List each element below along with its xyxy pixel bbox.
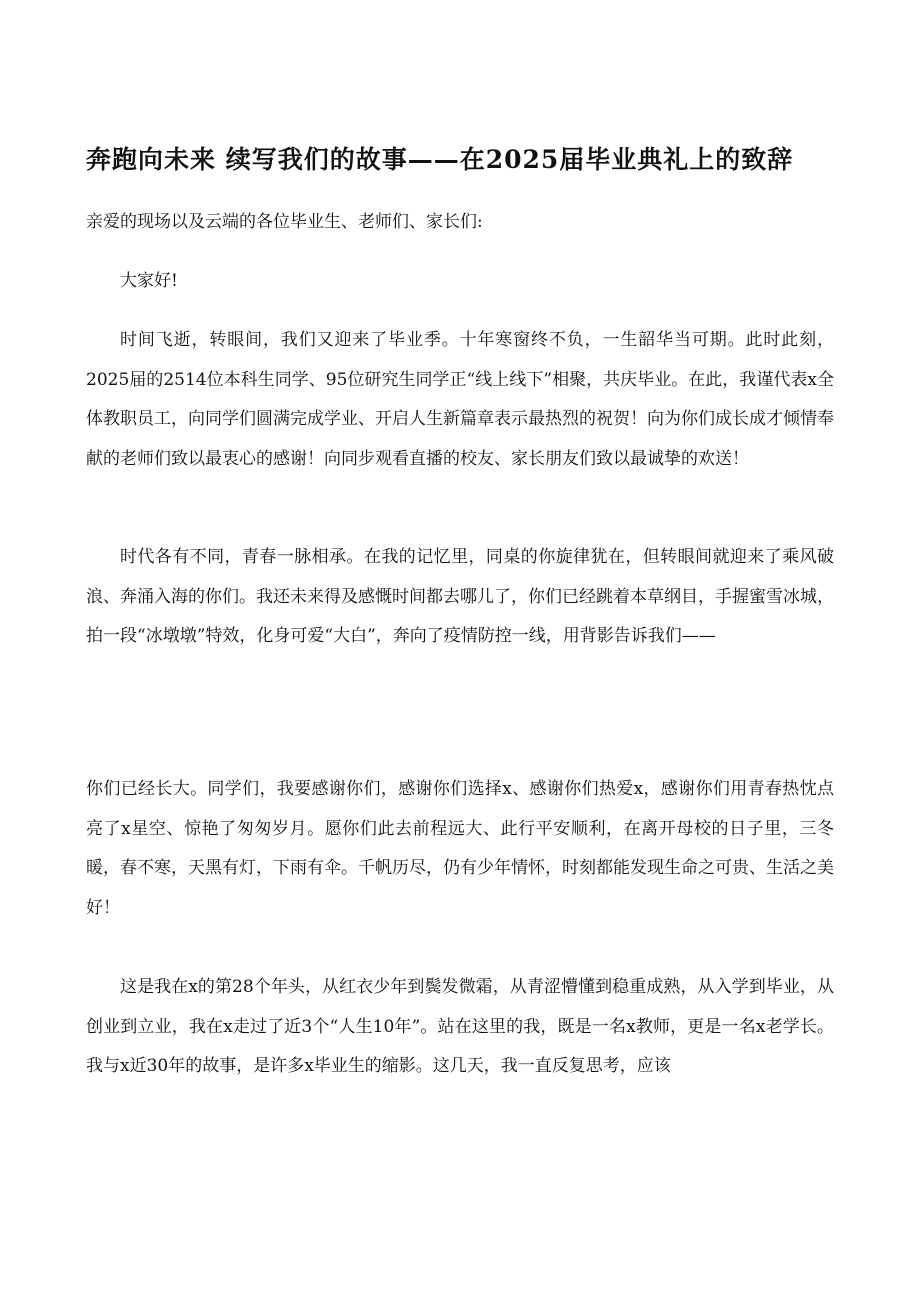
document-title: 奔跑向未来 续写我们的故事——在2025届毕业典礼上的致辞 bbox=[86, 145, 794, 174]
paragraph-3: 你们已经长大。同学们，我要感谢你们，感谢你们选择x、感谢你们热爱x，感谢你们用青春热忱点亮了x星空、惊艳了匆匆岁月。愿你们此去前程远大、此行平安顺利，在离开母校的日子里，三冬暖，春不寒，天黑有灯，下雨有伞。千帆历尽，仍有少年情怀，时刻都能发现生命之可贵、生活之美好！ bbox=[86, 779, 834, 918]
paragraph-4: 这是我在x的第28个年头，从红衣少年到鬓发微霜，从青涩懵懂到稳重成熟，从入学到毕业，从创业到立业，我在x走过了近3个“人生10年”。站在这里的我，既是一名x教师，更是一名x老学长。我与x近30年的故事，是许多x毕业生的缩影。这几天，我一直反复思考，应该 bbox=[86, 977, 834, 1076]
paragraph-1: 时间飞逝，转眼间，我们又迎来了毕业季。十年寒窗终不负，一生韶华当可期。此时此刻，2025届的2514位本科生同学、95位研究生同学正“线上线下”相聚，共庆毕业。在此，我谨代表x全体教职员工，向同学们圆满完成学业、开启人生新篇章表示最热烈的祝贺！向为你们成长成才倾情奉献的老师们致以最衷心的感谢！向同步观看直播的校友、家长朋友们致以最诚挚的欢送！ bbox=[86, 330, 834, 469]
paragraph-2: 时代各有不同，青春一脉相承。在我的记忆里，同桌的你旋律犹在，但转眼间就迎来了乘风破浪、奔涌入海的你们。我还未来得及感慨时间都去哪儿了，你们已经跳着本草纲目，手握蜜雪冰城，拍一段“冰墩墩”特效，化身可爱“大白”，奔向了疫情防控一线，用背影告诉我们—— bbox=[86, 547, 834, 646]
greeting-line: 亲爱的现场以及云端的各位毕业生、老师们、家长们: bbox=[86, 212, 483, 232]
hello-line: 大家好! bbox=[120, 271, 178, 291]
